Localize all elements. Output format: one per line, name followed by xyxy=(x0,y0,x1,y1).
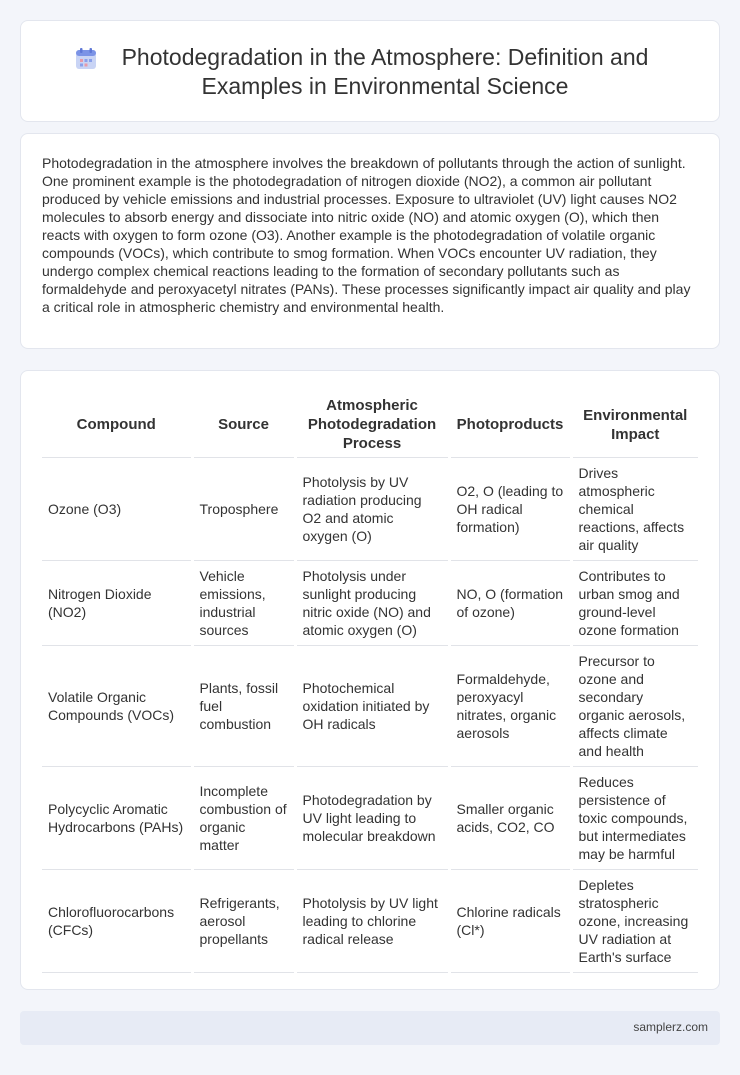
table-row xyxy=(42,646,698,767)
cell-process: Photochemical oxidation initiated by OH radicals xyxy=(295,646,449,767)
cell-source: Plants, fossil fuel combustion xyxy=(192,646,295,767)
cell-impact: Contributes to urban smog and ground-level ozone formation xyxy=(571,561,698,646)
cell-photoproducts: NO, O (formation of ozone) xyxy=(449,561,571,646)
cell-process: Photodegradation by UV light leading to molecular breakdown xyxy=(295,767,449,870)
cell-process: Photolysis by UV radiation producing O2 and atomic oxygen (O) xyxy=(295,458,449,561)
cell-compound: Chlorofluorocarbons (CFCs) xyxy=(42,870,192,973)
footer-site-link[interactable]: samplerz.com xyxy=(633,1020,708,1034)
header-process: Atmospheric Photodegradation Process xyxy=(295,392,449,458)
footer xyxy=(20,1011,720,1045)
cell-photoproducts: Smaller organic acids, CO2, CO xyxy=(449,767,571,870)
cell-compound: Polycyclic Aromatic Hydrocarbons (PAHs) xyxy=(42,767,192,870)
header-compound: Compound xyxy=(42,392,192,458)
cell-source: Troposphere xyxy=(192,458,295,561)
cell-photoproducts: Formaldehyde, peroxyacyl nitrates, organic aerosols xyxy=(449,646,571,767)
table-row xyxy=(42,458,698,561)
cell-photoproducts: O2, O (leading to OH radical formation) xyxy=(449,458,571,561)
cell-impact: Depletes stratospheric ozone, increasing UV radiation at Earth's surface xyxy=(571,870,698,973)
table-header-row xyxy=(42,392,698,458)
table-card xyxy=(20,370,720,990)
cell-source: Incomplete combustion of organic matter xyxy=(192,767,295,870)
table-row xyxy=(42,870,698,973)
cell-process: Photolysis under sunlight producing nitric oxide (NO) and atomic oxygen (O) xyxy=(295,561,449,646)
header-photoproducts: Photoproducts xyxy=(449,392,571,458)
cell-compound: Ozone (O3) xyxy=(42,458,192,561)
cell-photoproducts: Chlorine radicals (Cl*) xyxy=(449,870,571,973)
cell-compound: Volatile Organic Compounds (VOCs) xyxy=(42,646,192,767)
title-card xyxy=(20,20,720,122)
cell-impact: Drives atmospheric chemical reactions, affects air quality xyxy=(571,458,698,561)
page-title: Photodegradation in the Atmosphere: Definition and Examples in Environmental Science xyxy=(121,44,649,99)
intro-paragraph: Photodegradation in the atmosphere involves the breakdown of pollutants through the action of sunlight. One prominent example is the photodegradation of nitrogen dioxide (NO2), a common air pollutant produced by vehicle emissions and industrial processes. Exposure to ultraviolet (UV) light causes NO2 molecules to absorb energy and dissociate into nitric oxide (NO) and atomic oxygen (O), which then reacts with oxygen to form ozone (O3). Another example is the photodegradation of volatile organic compounds (VOCs), which contribute to smog formation. When VOCs encounter UV radiation, they undergo complex chemical reactions leading to the formation of secondary pollutants such as formaldehyde and peroxyacetyl nitrates (PANs). These processes significantly impact air quality and play a critical role in atmospheric chemistry and environmental health. xyxy=(42,155,691,315)
intro-card xyxy=(20,133,720,349)
cell-impact: Reduces persistence of toxic compounds, but intermediates may be harmful xyxy=(571,767,698,870)
header-source: Source xyxy=(192,392,295,458)
cell-impact: Precursor to ozone and secondary organic aerosols, affects climate and health xyxy=(571,646,698,767)
cell-compound: Nitrogen Dioxide (NO2) xyxy=(42,561,192,646)
compound-table xyxy=(42,392,698,973)
table-row xyxy=(42,561,698,646)
header-impact: Environmental Impact xyxy=(571,392,698,458)
cell-process: Photolysis by UV light leading to chlorine radical release xyxy=(295,870,449,973)
cell-source: Refrigerants, aerosol propellants xyxy=(192,870,295,973)
cell-source: Vehicle emissions, industrial sources xyxy=(192,561,295,646)
table-row xyxy=(42,767,698,870)
